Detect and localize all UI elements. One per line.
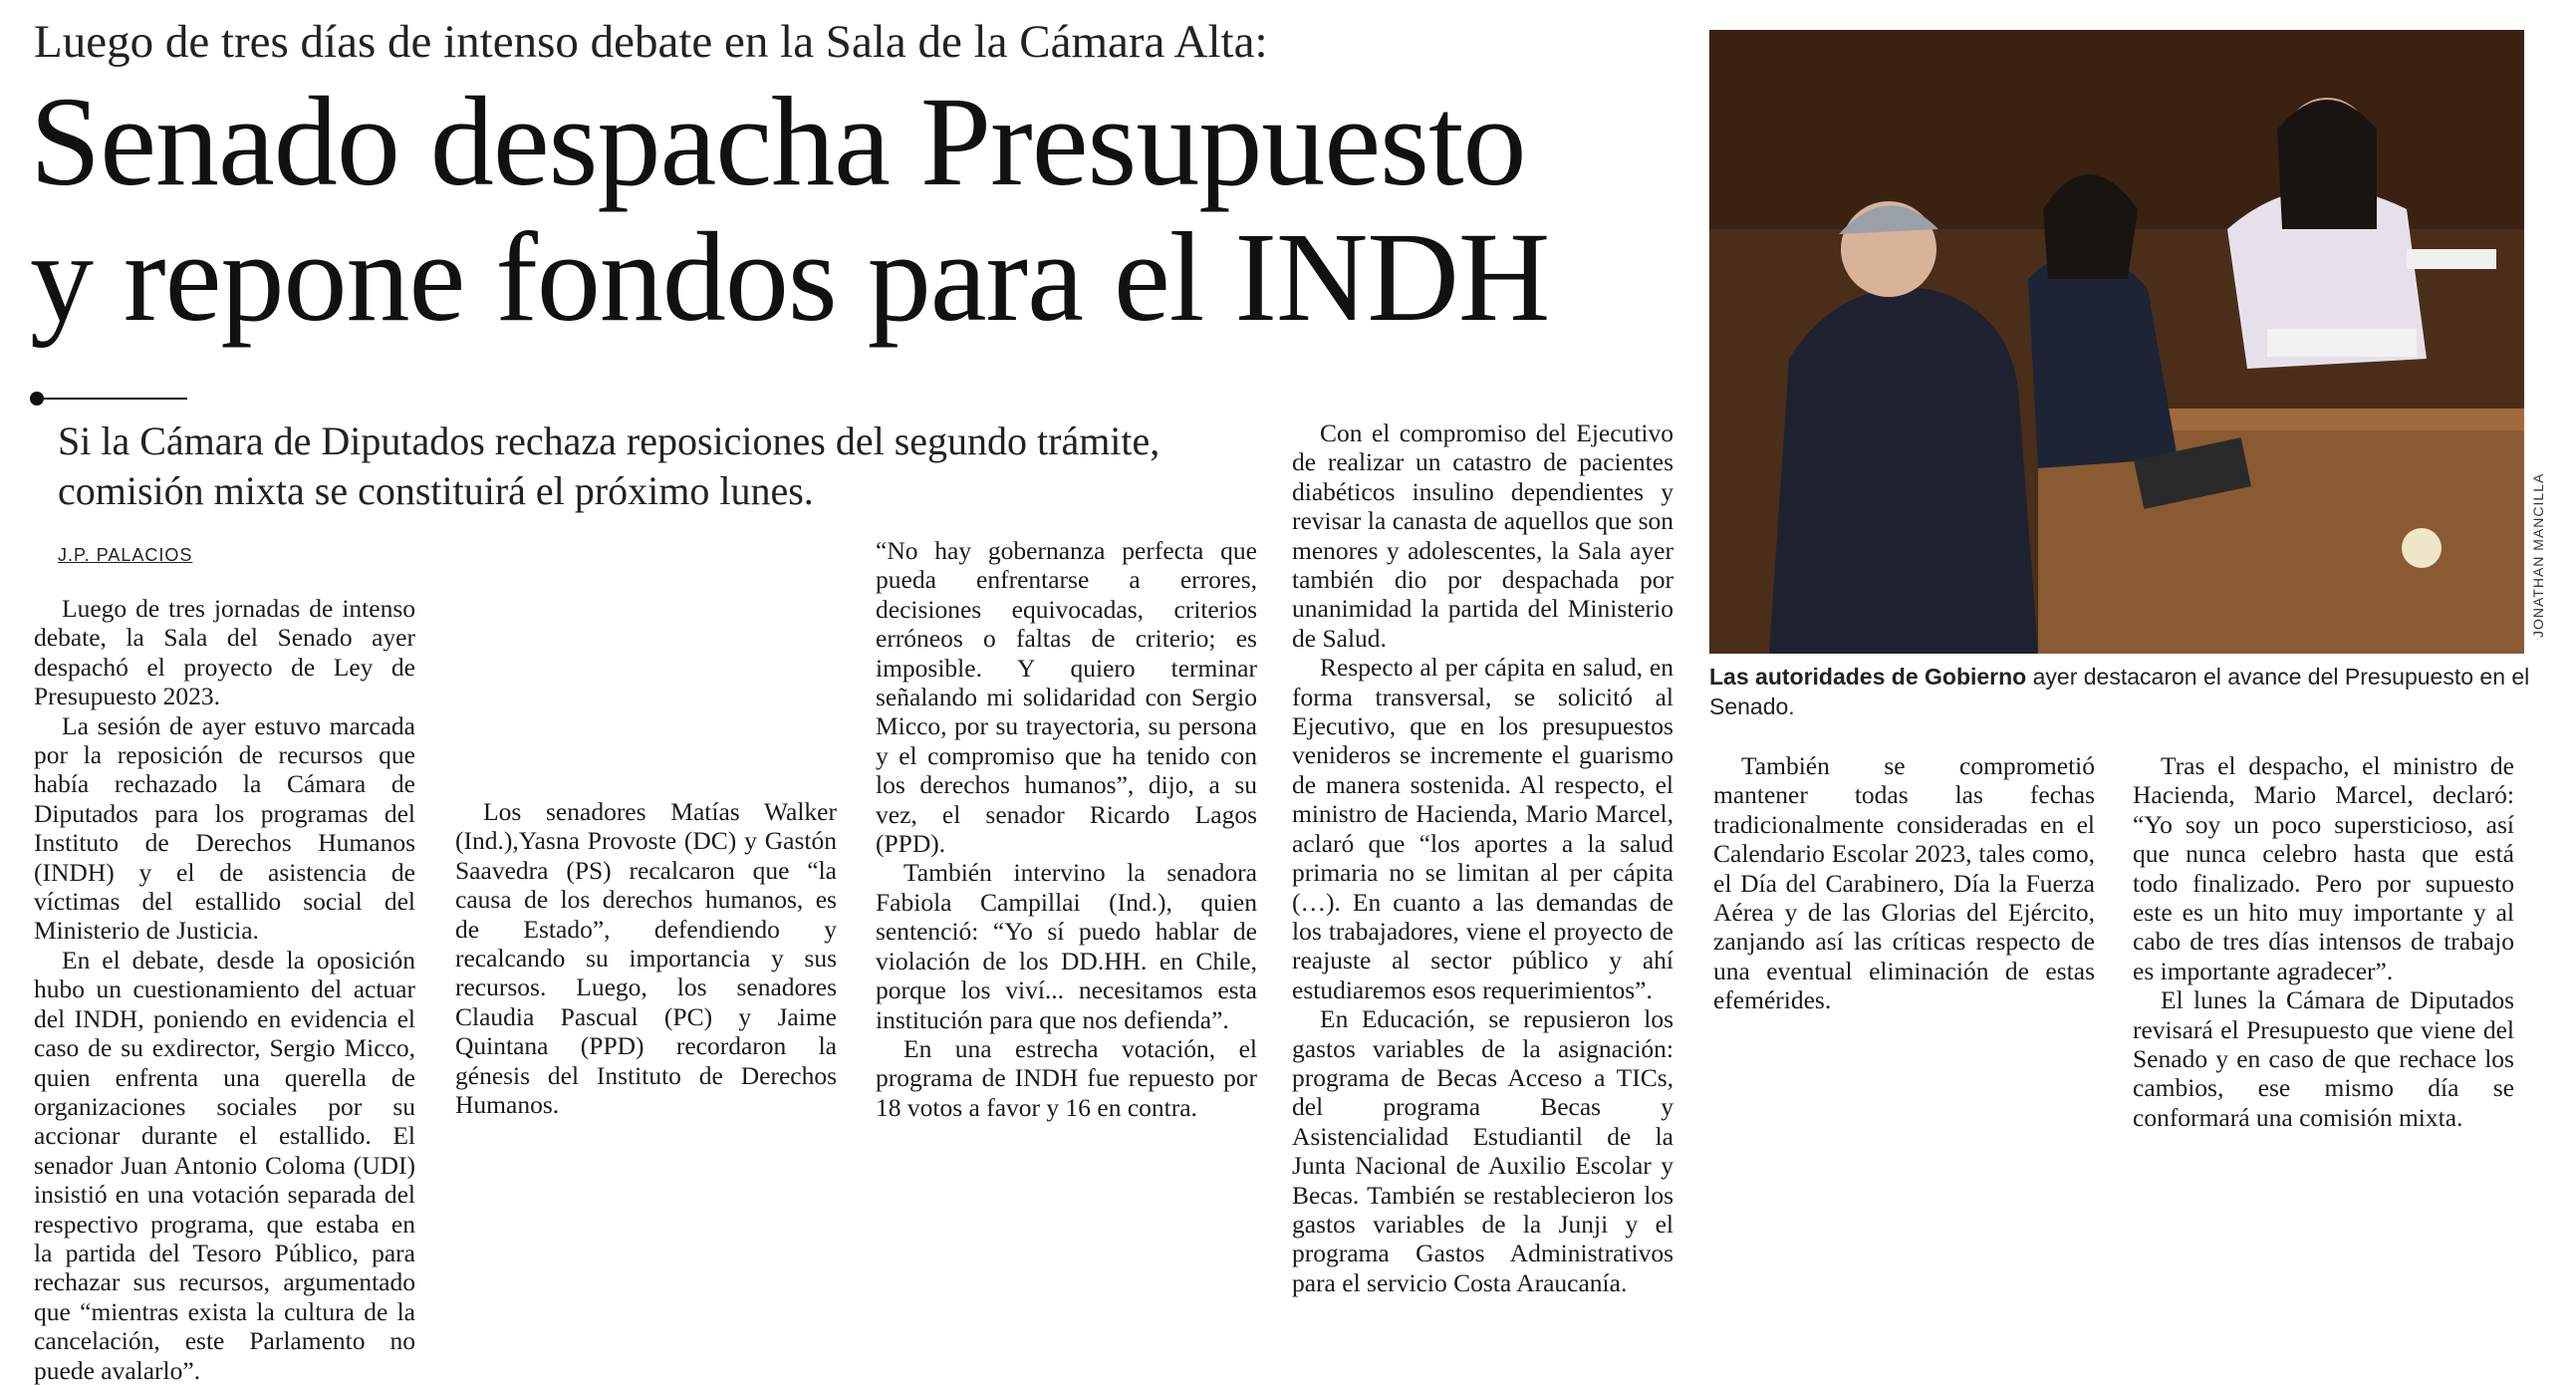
body-column-3 — [876, 536, 1257, 1122]
paragraph-11: También se comprometió mantener todas las fechas tradicionalmente consideradas en el Calendario Escolar 2023, tales como, el Día del Carabinero, Día la Fuerza Aérea y de las Glorias del Ejército, zanjando así las críticas respecto de una eventual eliminación de estas efemérides. — [1713, 751, 2095, 1015]
headline-line-2: y repone fondos para el INDH — [30, 206, 1550, 348]
paragraph-10: En Educación, se repusieron los gastos variables de la asignación: programa de Becas Acceso a TICs, del programa Becas y Asistencialidad Estudiantil de la Junta Nacional de Auxilio Escolar y Becas. También se restablecieron los gastos variables de la Junji y el programa Gastos Administrativos para el servicio Costa Araucanía. — [1292, 1004, 1674, 1297]
kicker: Luego de tres días de intenso debate en la Sala de la Cámara Alta: — [34, 16, 1268, 68]
byline: J.P. PALACIOS — [58, 545, 193, 565]
paragraph-12: Tras el despacho, el ministro de Hacienda, Mario Marcel, declaró: “Yo soy un poco supersticioso, así que nunca celebro hasta que está todo finalizado. Pero por supuesto este es un hito muy importante y al cabo de tres días intensos de trabajo es importante agradecer”. — [2133, 751, 2514, 985]
paragraph-5: “No hay gobernanza perfecta que pueda enfrentarse a errores, decisiones equivocadas, criterios erróneos o faltas de criterio; es imposible. Y quiero terminar señalando mi solidaridad con Sergio Micco, por su trayectoria, su persona y el compromiso que ha tenido con los derechos humanos”, dijo, a su vez, el senador Ricardo Lagos (PPD). — [876, 536, 1257, 859]
subhead: Si la Cámara de Diputados rechaza reposiciones del segundo trámite, comisión mixta se constituirá el próximo lunes. — [58, 418, 1160, 513]
body-column-6 — [2133, 751, 2514, 1132]
body-column-5 — [1713, 751, 2095, 1015]
paragraph-4: Los senadores Matías Walker (Ind.),Yasna Provoste (DC) y Gastón Saavedra (PS) recalcaron que “la causa de los derechos humanos, es de Estado”, defendiendo y recalcando su importancia y sus recursos. Luego, los senadores Claudia Pascual (PC) y Jaime Quintana (PPD) recordaron la génesis del Instituto de Derechos Humanos. — [455, 797, 837, 1120]
rule-line — [38, 398, 187, 400]
news-photo — [1709, 30, 2524, 654]
photo-illustration — [1709, 30, 2524, 654]
paragraph-3: En el debate, desde la oposición hubo un cuestionamiento del actuar del INDH, poniendo en evidencia el caso de su exdirector, Sergio Micco, quien enfrenta una querella de organizaciones sociales por su accionar durante el estallido. El senador Juan Antonio Coloma (UDI) insistió en una votación separada del respectivo programa, que estaba en la partida del Tesoro Público, para rechazar sus recursos, argumentado que “mientras exista la cultura de la cancelación, este Parlamento no puede avalarlo”. — [34, 945, 415, 1385]
paragraph-7: En una estrecha votación, el programa de INDH fue repuesto por 18 votos a favor y 16 en contra. — [876, 1033, 1257, 1122]
body-column-2 — [455, 536, 837, 1119]
caption-bold: Las autoridades de Gobierno — [1709, 664, 2027, 690]
caption-text: ayer destacaron el avance del Presupuesto en el Senado. — [1709, 664, 2530, 719]
headline — [30, 71, 1703, 348]
photo-caption — [1709, 662, 2536, 721]
paragraph-6: También intervino la senadora Fabiola Campillai (Ind.), quien sentenció: “Yo sí puedo hablar de violación de los DD.HH. en Chile, porque los viví... necesitamos esta institución para que nos defienda”. — [876, 858, 1257, 1034]
headline-line-1: Senado despacha Presupuesto — [30, 71, 1526, 212]
paragraph-8: Con el compromiso del Ejecutivo de realizar un catastro de pacientes diabéticos insulino dependientes y revisar la canasta de aquellos que son menores y adolescentes, la Sala ayer también dio por despachada por unanimidad la partida del Ministerio de Salud. — [1292, 418, 1674, 653]
paragraph-1: Luego de tres jornadas de intenso debate, la Sala del Senado ayer despachó el proyecto de Ley de Presupuesto 2023. — [34, 594, 415, 711]
photo-credit: JONATHAN MANCILLA — [2530, 472, 2546, 638]
paragraph-9: Respecto al per cápita en salud, en forma transversal, se solicitó al Ejecutivo, que en los presupuestos venideros se incremente el guarismo de manera sostenida. Al respecto, el ministro de Hacienda, Mario Marcel, aclaró que “los aportes a la salud primaria no se limitan al per cápita (…). En cuanto a las demandas de los trabajadores, viene el proyecto de reajuste al sector público y ahí estudiaremos esos requerimientos”. — [1292, 653, 1674, 1004]
paragraph-2: La sesión de ayer estuvo marcada por la reposición de recursos que había rechazado la Cámara de Diputados para los programas del Instituto de Derechos Humanos (INDH) y el de asistencia de víctimas del estallido social del Ministerio de Justicia. — [34, 710, 415, 946]
body-column-1 — [34, 594, 415, 1385]
body-column-4 — [1292, 418, 1674, 1297]
paragraph-13: El lunes la Cámara de Diputados revisará el Presupuesto que viene del Senado y en caso de que rechace los cambios, ese mismo día se conformará una comisión mixta. — [2133, 985, 2514, 1132]
